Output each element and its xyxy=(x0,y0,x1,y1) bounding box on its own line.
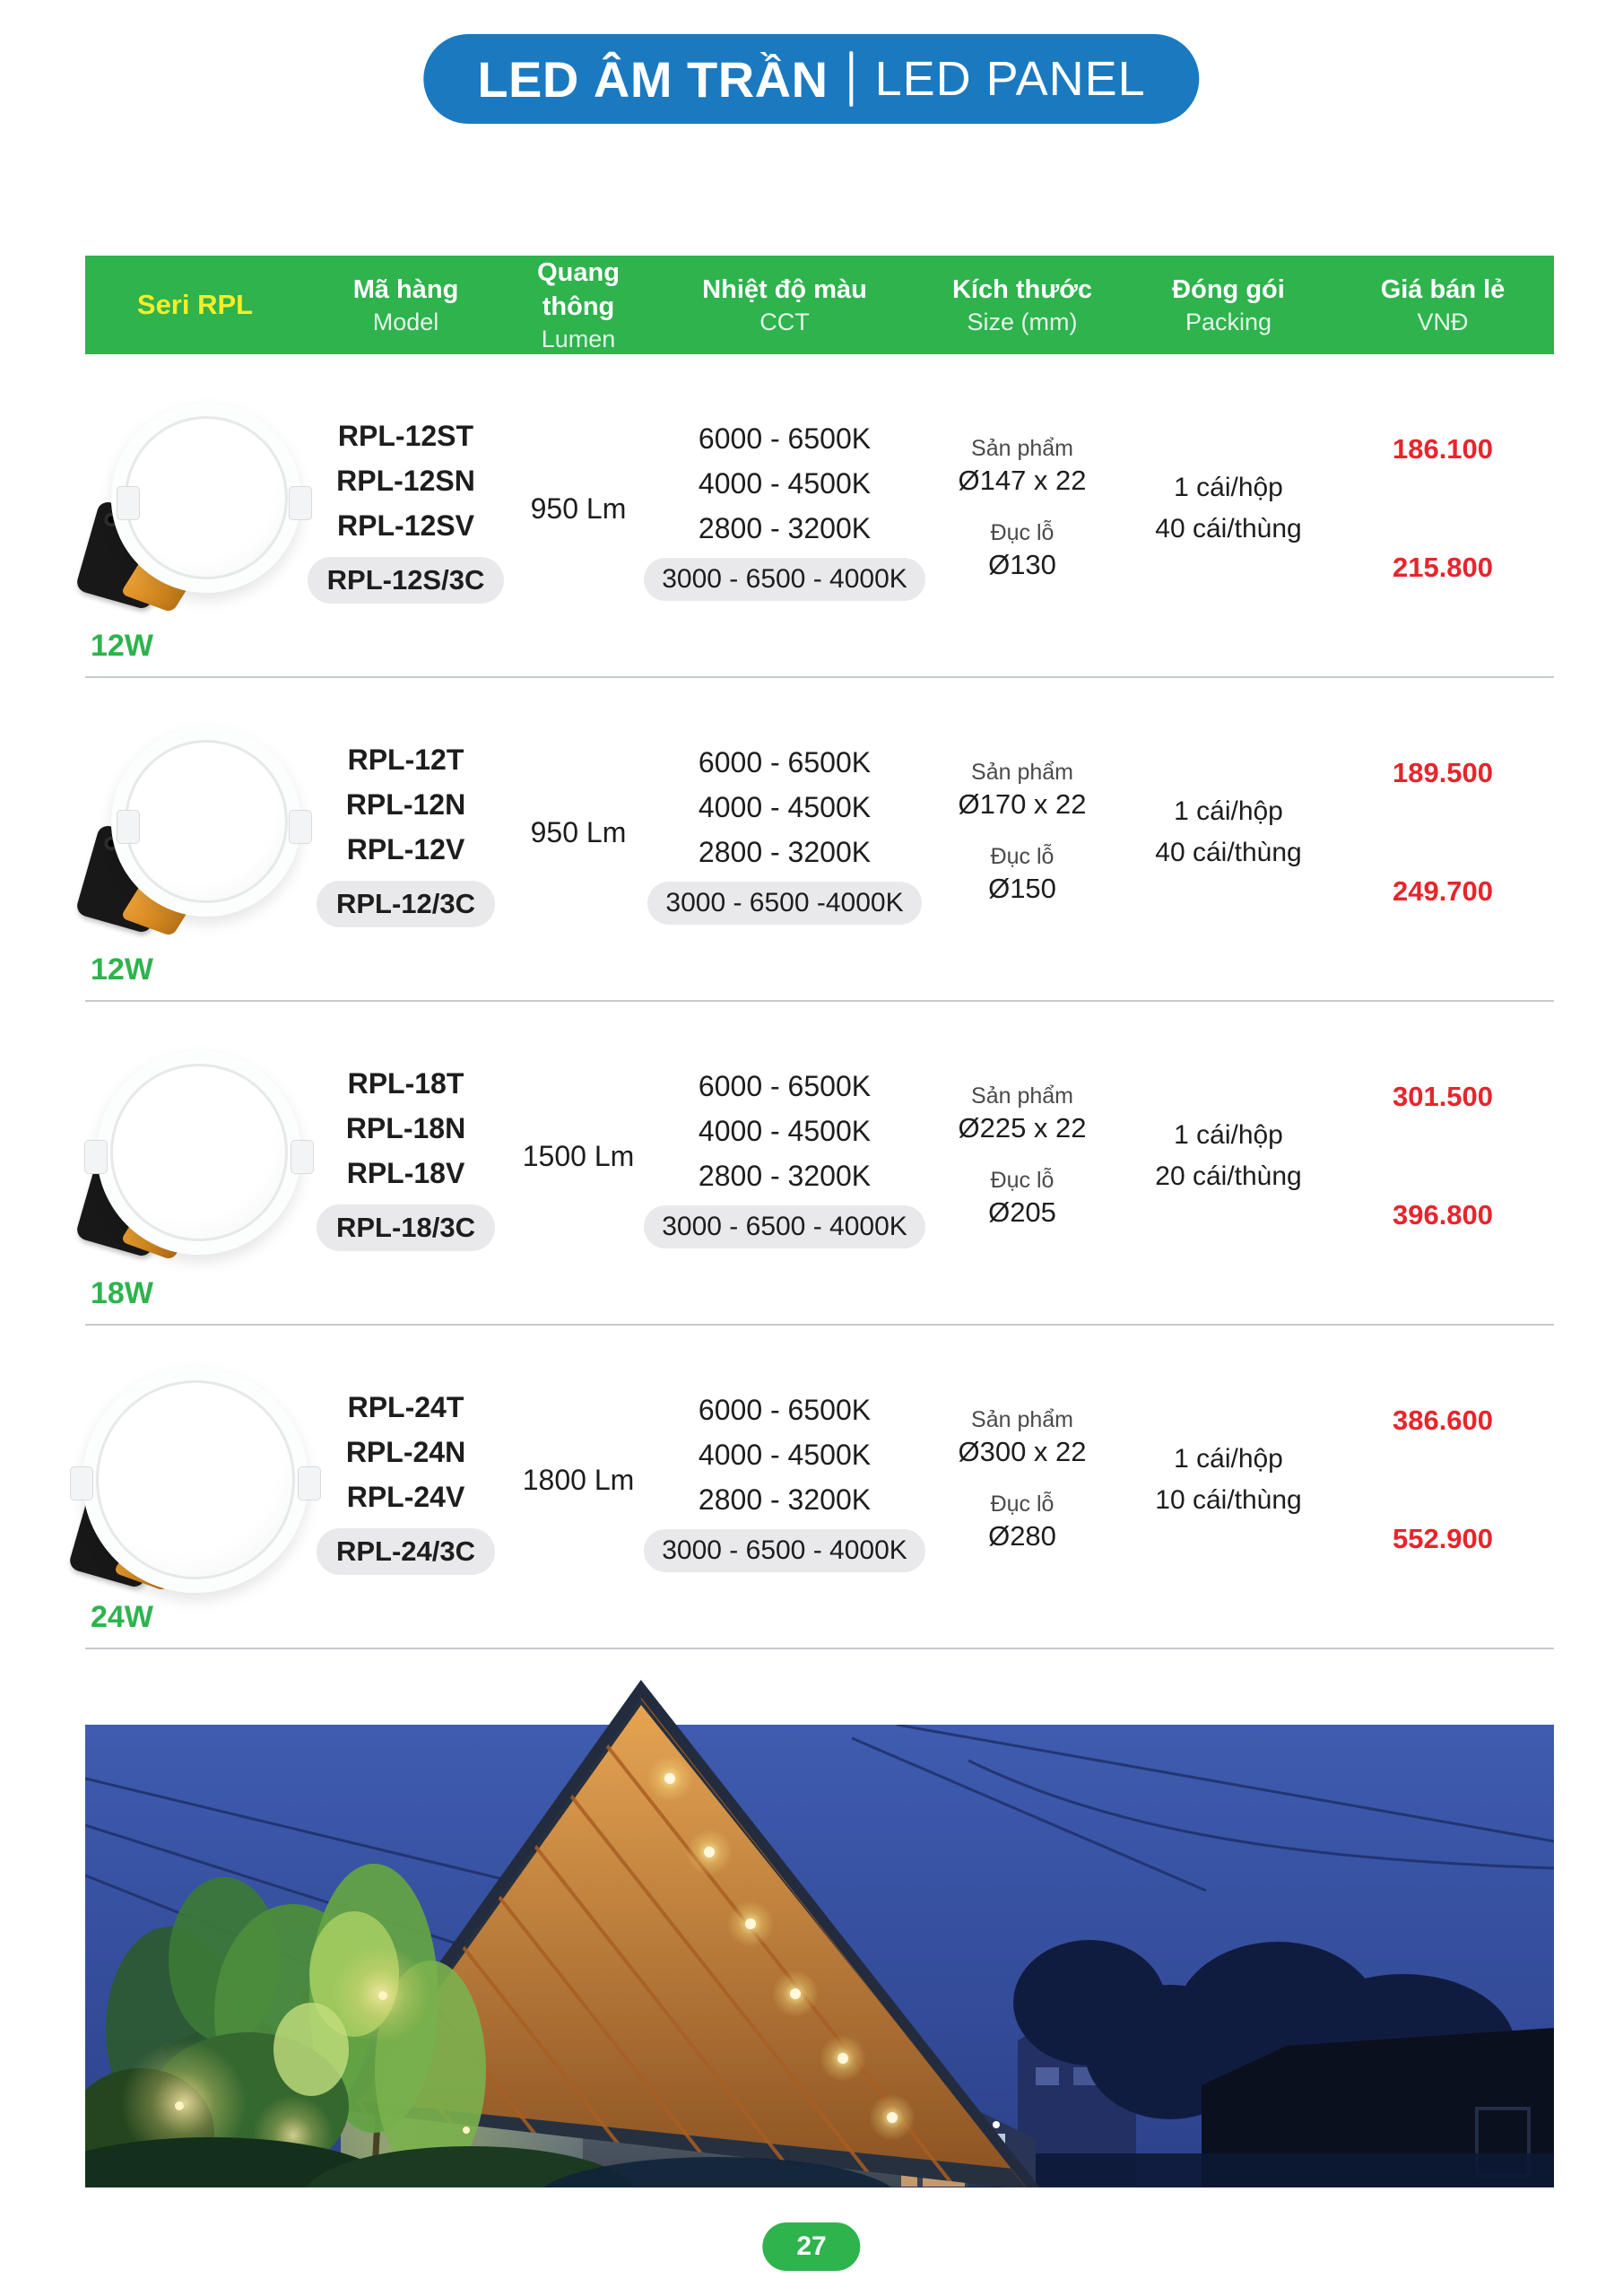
header-lumen: Quang thông Lumen xyxy=(537,258,620,352)
size-cell: Sản phẩm Ø147 x 22 Đục lỗ Ø130 xyxy=(958,436,1087,580)
packing-cell: 1 cái/hộp 40 cái/thùng xyxy=(1155,473,1302,544)
cct-3c-badge: 3000 - 6500 - 4000K xyxy=(644,1205,925,1248)
packing-cell: 1 cái/hộp 10 cái/thùng xyxy=(1155,1444,1302,1515)
page-number-badge: 27 xyxy=(762,2222,860,2271)
price-cell xyxy=(1332,756,1554,909)
spring-clip xyxy=(84,1140,108,1174)
downlight-product-photo xyxy=(90,403,301,614)
led-panel-disc xyxy=(82,1367,308,1593)
product-image-cell xyxy=(85,1367,305,1593)
page-title-english: LED PANEL xyxy=(874,52,1146,106)
title-divider xyxy=(850,51,854,107)
table-row xyxy=(85,354,1554,627)
cct-cell: 6000 - 6500K 4000 - 4500K 2800 - 3200K 3000 - 6500 - 4000K xyxy=(650,1064,919,1248)
price-3c: 552.900 xyxy=(1392,1523,1494,1554)
model-3c-badge: RPL-12/3C xyxy=(317,881,495,927)
model-3c-badge: RPL-12S/3C xyxy=(308,557,505,604)
product-image-cell xyxy=(85,1050,305,1262)
header-cct: Nhiệt độ màu CCT xyxy=(702,275,867,335)
table-row xyxy=(85,1002,1554,1274)
header-packing: Đóng gói Packing xyxy=(1172,275,1285,335)
model-cell: RPL-12T RPL-12N RPL-12V RPL-12/3C xyxy=(305,737,507,927)
hero-photo-illustration xyxy=(85,1680,1554,2187)
price-single: 186.100 xyxy=(1392,433,1494,465)
wattage-label: 18W xyxy=(91,1276,153,1310)
lumen-cell: 1500 Lm xyxy=(522,1139,635,1172)
led-panel-disc xyxy=(97,1050,301,1255)
page-title-vietnamese: LED ÂM TRẦN xyxy=(477,50,829,108)
wattage-label: 12W xyxy=(91,952,153,987)
lumen-cell: 1800 Lm xyxy=(522,1463,635,1496)
price-cell xyxy=(1332,432,1554,585)
page-title xyxy=(423,34,1199,124)
size-cell: Sản phẩm Ø225 x 22 Đục lỗ Ø205 xyxy=(958,1083,1087,1228)
header-series xyxy=(85,289,305,321)
price-single: 386.600 xyxy=(1392,1405,1494,1436)
spring-clip xyxy=(289,810,312,844)
cct-cell: 6000 - 6500K 4000 - 4500K 2800 - 3200K 3000 - 6500 -4000K xyxy=(650,740,919,925)
product-image-cell xyxy=(85,726,305,938)
spring-clip xyxy=(70,1466,93,1500)
spring-clip xyxy=(298,1466,321,1500)
downlight-product-photo xyxy=(90,726,301,938)
packing-cell: 1 cái/hộp 40 cái/thùng xyxy=(1155,796,1302,867)
wattage-label: 12W xyxy=(91,629,153,663)
downlight-product-photo xyxy=(82,1367,308,1593)
led-panel-disc xyxy=(111,403,301,593)
hero-photo xyxy=(85,1680,1554,2187)
header-size: Kích thước Size (mm) xyxy=(951,275,1093,335)
led-panel-disc xyxy=(111,726,301,917)
table-header xyxy=(85,256,1554,354)
cct-3c-badge: 3000 - 6500 - 4000K xyxy=(644,1529,925,1572)
lumen-cell: 950 Lm xyxy=(530,815,627,848)
spring-clip xyxy=(289,486,312,520)
cct-cell: 6000 - 6500K 4000 - 4500K 2800 - 3200K 3000 - 6500 - 4000K xyxy=(650,1387,919,1572)
wattage-label: 24W xyxy=(91,1600,153,1634)
spring-clip xyxy=(117,486,140,520)
packing-cell: 1 cái/hộp 20 cái/thùng xyxy=(1155,1120,1302,1191)
header-price: Giá bán lẻ VNĐ xyxy=(1380,275,1506,335)
price-single: 189.500 xyxy=(1392,757,1494,788)
price-3c: 249.700 xyxy=(1392,875,1494,907)
spring-clip xyxy=(291,1140,314,1174)
price-3c: 396.800 xyxy=(1392,1199,1494,1231)
cct-3c-badge: 3000 - 6500 - 4000K xyxy=(644,558,925,601)
model-cell: RPL-24T RPL-24N RPL-24V RPL-24/3C xyxy=(305,1385,507,1575)
size-cell: Sản phẩm Ø300 x 22 Đục lỗ Ø280 xyxy=(958,1407,1087,1552)
model-3c-badge: RPL-18/3C xyxy=(317,1205,495,1251)
row-separator xyxy=(85,1648,1554,1649)
model-cell: RPL-18T RPL-18N RPL-18V RPL-18/3C xyxy=(305,1061,507,1251)
downlight-product-photo xyxy=(90,1050,301,1262)
table-row xyxy=(85,678,1554,951)
model-cell: RPL-12ST RPL-12SN RPL-12SV RPL-12S/3C xyxy=(305,413,507,604)
cct-3c-badge: 3000 - 6500 -4000K xyxy=(647,882,921,925)
price-single: 301.500 xyxy=(1392,1081,1494,1112)
lumen-cell: 950 Lm xyxy=(530,491,627,525)
price-cell xyxy=(1332,1080,1554,1232)
header-model: Mã hàng Model xyxy=(352,275,459,335)
spring-clip xyxy=(117,810,140,844)
cct-cell: 6000 - 6500K 4000 - 4500K 2800 - 3200K 3000 - 6500 - 4000K xyxy=(650,416,919,601)
table-row xyxy=(85,1326,1554,1598)
product-table xyxy=(85,256,1554,1649)
product-image-cell xyxy=(85,403,305,614)
model-3c-badge: RPL-24/3C xyxy=(317,1528,495,1575)
price-cell xyxy=(1332,1404,1554,1556)
series-label: Seri RPL xyxy=(136,289,254,320)
price-3c: 215.800 xyxy=(1392,552,1494,583)
size-cell: Sản phẩm Ø170 x 22 Đục lỗ Ø150 xyxy=(958,760,1087,904)
